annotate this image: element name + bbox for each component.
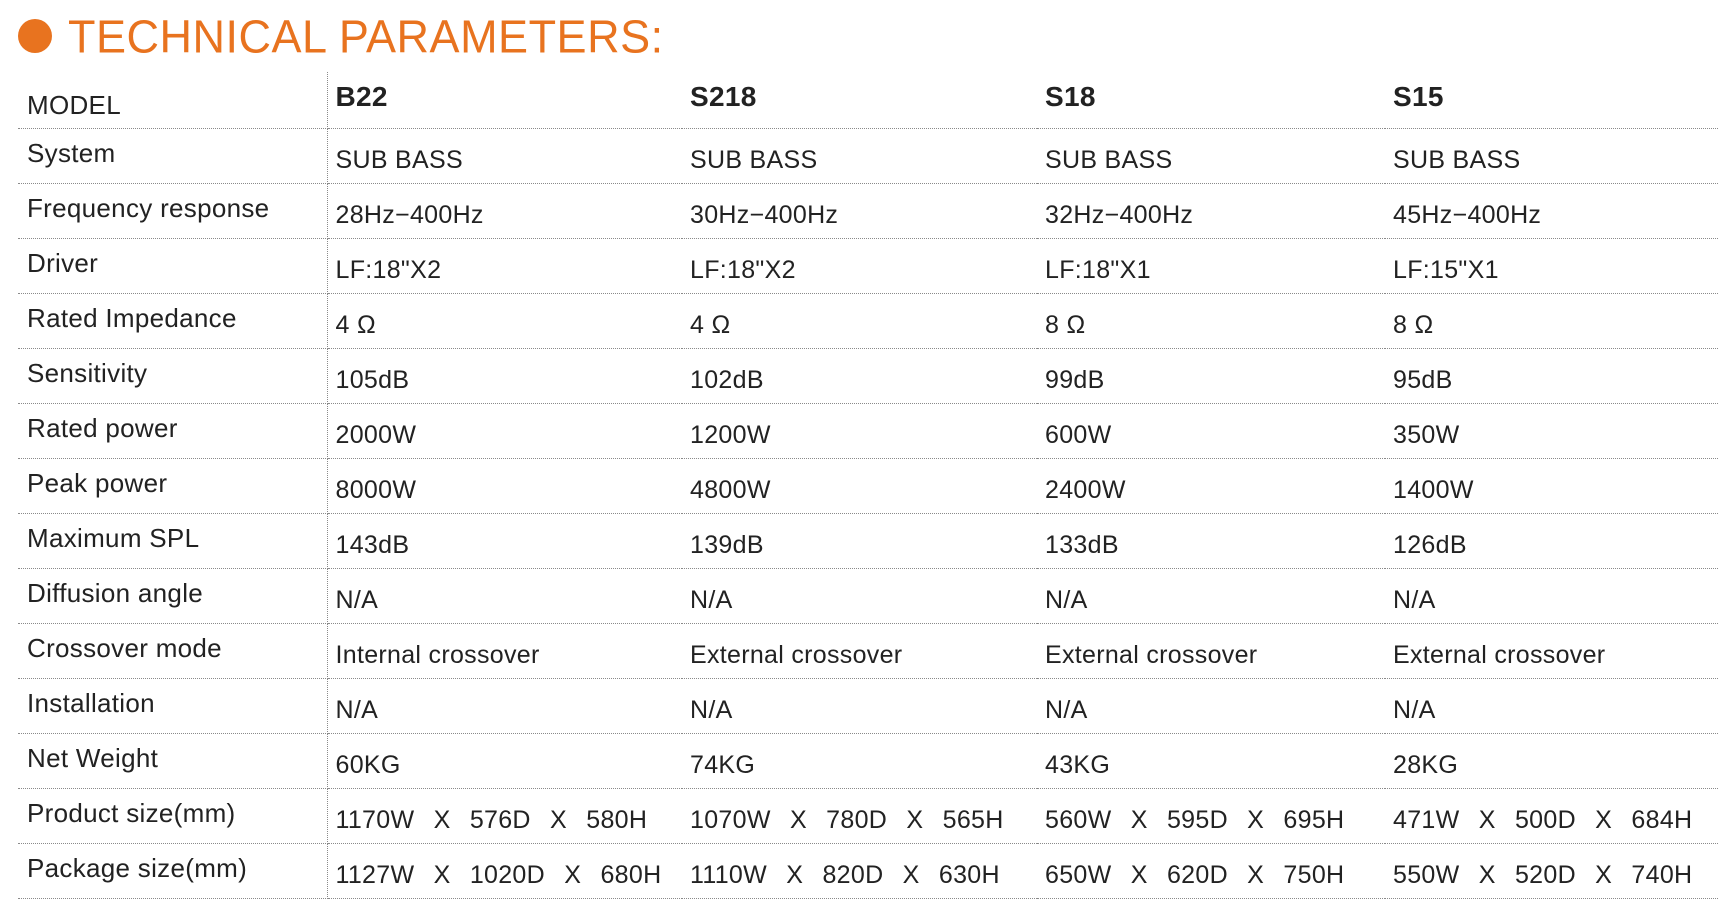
parameter-value: N/A: [327, 679, 682, 734]
parameter-value: 4 Ω: [327, 294, 682, 349]
parameter-value: 30Hz−400Hz: [682, 184, 1037, 239]
parameter-label: Diffusion angle: [18, 569, 327, 624]
parameter-value: N/A: [1037, 679, 1385, 734]
parameter-label: Product size(mm): [18, 789, 327, 844]
parameter-value: 102dB: [682, 349, 1037, 404]
parameter-value: 600W: [1037, 404, 1385, 459]
table-row: [18, 734, 1718, 789]
table-row: [18, 844, 1718, 899]
parameter-value: 4800W: [682, 459, 1037, 514]
parameter-value: N/A: [1385, 679, 1718, 734]
table-row: [18, 459, 1718, 514]
parameter-value: 8 Ω: [1385, 294, 1718, 349]
parameter-value: 43KG: [1037, 734, 1385, 789]
parameter-value: 143dB: [327, 514, 682, 569]
parameter-value: 471W X 500D X 684H: [1385, 789, 1718, 844]
parameter-value: 126dB: [1385, 514, 1718, 569]
parameter-value: 1400W: [1385, 459, 1718, 514]
model-name: B22: [327, 72, 682, 129]
parameter-value: LF:15"X1: [1385, 239, 1718, 294]
parameter-value: 1200W: [682, 404, 1037, 459]
model-label: MODEL: [18, 72, 327, 129]
parameter-value: 32Hz−400Hz: [1037, 184, 1385, 239]
table-header-row: [18, 72, 1718, 129]
parameter-value: 1127W X 1020D X 680H: [327, 844, 682, 899]
parameter-value: N/A: [682, 569, 1037, 624]
parameter-value: 8000W: [327, 459, 682, 514]
parameter-label: Rated Impedance: [18, 294, 327, 349]
table-row: [18, 294, 1718, 349]
table-row: [18, 514, 1718, 569]
parameter-value: 4 Ω: [682, 294, 1037, 349]
parameter-label: Installation: [18, 679, 327, 734]
parameter-value: External crossover: [682, 624, 1037, 679]
parameter-value: N/A: [1385, 569, 1718, 624]
table-row: [18, 789, 1718, 844]
parameter-value: N/A: [1037, 569, 1385, 624]
parameter-label: Net Weight: [18, 734, 327, 789]
parameter-value: 2400W: [1037, 459, 1385, 514]
parameter-value: 560W X 595D X 695H: [1037, 789, 1385, 844]
parameter-label: Frequency response: [18, 184, 327, 239]
bullet-dot-icon: [18, 19, 52, 53]
parameter-value: 28KG: [1385, 734, 1718, 789]
parameter-value: 99dB: [1037, 349, 1385, 404]
parameter-value: 60KG: [327, 734, 682, 789]
parameter-value: SUB BASS: [1037, 129, 1385, 184]
parameter-value: SUB BASS: [327, 129, 682, 184]
parameter-value: SUB BASS: [682, 129, 1037, 184]
parameter-value: LF:18"X1: [1037, 239, 1385, 294]
parameter-value: 139dB: [682, 514, 1037, 569]
parameter-label: Sensitivity: [18, 349, 327, 404]
model-name: S218: [682, 72, 1037, 129]
parameter-value: SUB BASS: [1385, 129, 1718, 184]
parameter-value: External crossover: [1037, 624, 1385, 679]
parameter-value: 105dB: [327, 349, 682, 404]
parameter-value: 74KG: [682, 734, 1037, 789]
table-row: [18, 349, 1718, 404]
table-row: [18, 184, 1718, 239]
parameter-value: 1110W X 820D X 630H: [682, 844, 1037, 899]
parameter-value: 95dB: [1385, 349, 1718, 404]
parameter-value: 45Hz−400Hz: [1385, 184, 1718, 239]
parameter-value: 350W: [1385, 404, 1718, 459]
table-row: [18, 569, 1718, 624]
table-row: [18, 404, 1718, 459]
parameter-value: External crossover: [1385, 624, 1718, 679]
parameter-value: N/A: [327, 569, 682, 624]
parameter-label: Maximum SPL: [18, 514, 327, 569]
parameter-label: Rated power: [18, 404, 327, 459]
section-title: TECHNICAL PARAMETERS:: [68, 9, 664, 63]
parameter-label: Crossover mode: [18, 624, 327, 679]
parameter-value: 28Hz−400Hz: [327, 184, 682, 239]
table-row: [18, 239, 1718, 294]
parameter-value: 8 Ω: [1037, 294, 1385, 349]
section-heading: [18, 6, 664, 66]
table-row: [18, 679, 1718, 734]
parameter-value: 2000W: [327, 404, 682, 459]
parameter-value: N/A: [682, 679, 1037, 734]
parameter-value: 650W X 620D X 750H: [1037, 844, 1385, 899]
parameter-label: System: [18, 129, 327, 184]
model-name: S18: [1037, 72, 1385, 129]
technical-parameters-table: [18, 72, 1718, 899]
parameter-value: 1070W X 780D X 565H: [682, 789, 1037, 844]
table-row: [18, 624, 1718, 679]
model-name: S15: [1385, 72, 1718, 129]
parameter-value: 133dB: [1037, 514, 1385, 569]
parameter-label: Package size(mm): [18, 844, 327, 899]
parameter-value: 1170W X 576D X 580H: [327, 789, 682, 844]
table-row: [18, 129, 1718, 184]
parameter-value: 550W X 520D X 740H: [1385, 844, 1718, 899]
parameter-value: LF:18"X2: [327, 239, 682, 294]
parameter-value: Internal crossover: [327, 624, 682, 679]
parameter-label: Peak power: [18, 459, 327, 514]
parameter-label: Driver: [18, 239, 327, 294]
parameter-value: LF:18"X2: [682, 239, 1037, 294]
